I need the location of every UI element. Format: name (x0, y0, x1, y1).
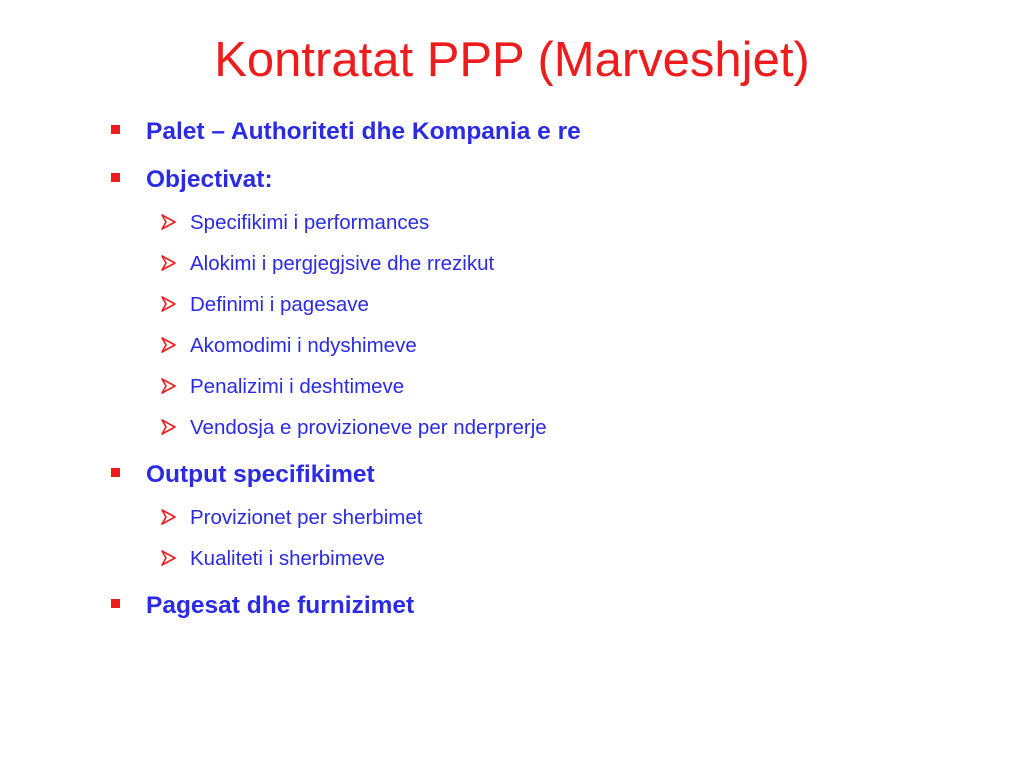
arrow-bullet-icon (160, 420, 190, 436)
sub-bullet-item (160, 501, 422, 535)
square-bullet-icon (108, 179, 146, 182)
sub-bullet-item (160, 542, 385, 576)
bullet-label: Palet – Authoriteti dhe Kompania e re (146, 118, 581, 145)
slide-title: Kontratat PPP (Marveshjet) (214, 33, 810, 87)
bullet-item-palet (108, 112, 581, 152)
bullet-item-pagesat (108, 586, 414, 626)
sub-bullet-item (160, 288, 369, 322)
sub-bullet-item (160, 247, 494, 281)
arrow-bullet-icon (160, 551, 190, 567)
sub-bullet-item (160, 370, 404, 404)
bullet-label: Objectivat: (146, 166, 273, 193)
sub-bullet-label: Akomodimi i ndyshimeve (190, 334, 417, 357)
arrow-bullet-icon (160, 215, 190, 231)
sub-bullet-label: Penalizimi i deshtimeve (190, 375, 405, 398)
arrow-bullet-icon (160, 338, 190, 354)
bullet-item-objectivat (108, 160, 273, 200)
sub-bullet-label: Specifikimi i performances (190, 211, 430, 234)
square-bullet-icon (108, 474, 146, 477)
sub-bullet-label: Provizionet per sherbimet (190, 506, 423, 529)
sub-bullet-item (160, 411, 547, 445)
bullet-label: Output specifikimet (146, 461, 375, 488)
sub-bullet-label: Definimi i pagesave (190, 293, 369, 316)
arrow-bullet-icon (160, 379, 190, 395)
sub-bullet-label: Kualiteti i sherbimeve (190, 547, 385, 570)
arrow-bullet-icon (160, 510, 190, 526)
sub-bullet-label: Vendosja e provizioneve per nderprerje (190, 416, 547, 439)
sub-bullet-item (160, 329, 417, 363)
square-bullet-icon (108, 131, 146, 134)
sub-bullet-item (160, 206, 429, 240)
square-bullet-icon (108, 605, 146, 608)
sub-bullet-label: Alokimi i pergjegjsive dhe rrezikut (190, 252, 495, 275)
bullet-item-output (108, 455, 375, 495)
arrow-bullet-icon (160, 297, 190, 313)
arrow-bullet-icon (160, 256, 190, 272)
bullet-label: Pagesat dhe furnizimet (146, 592, 415, 619)
